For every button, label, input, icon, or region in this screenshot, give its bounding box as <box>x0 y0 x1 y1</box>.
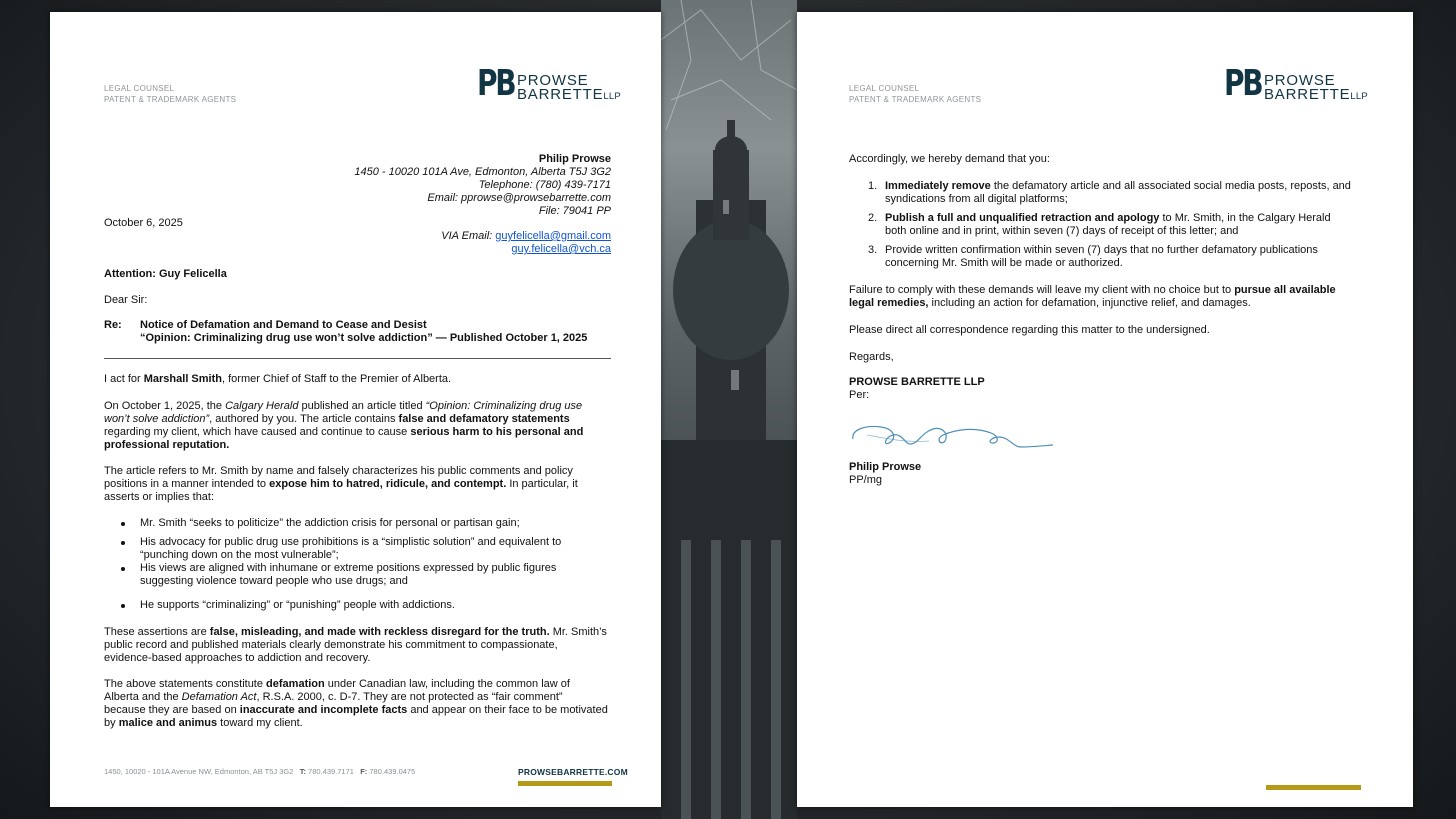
text-run: published an article titled <box>298 400 426 412</box>
logo-line: PROWSE <box>1264 72 1336 89</box>
sender-email: Email: pprowse@prowsebarrette.com <box>427 192 611 204</box>
text-run: Publish a full and unqualified retraction and apology <box>885 212 1160 224</box>
bullet-dot <box>121 604 125 608</box>
firm-logo <box>1224 64 1368 104</box>
logo-monogram: PB <box>477 63 515 104</box>
via-email <box>441 230 611 243</box>
failure-line <box>849 297 1251 310</box>
text-run: “Opinion: Criminalizing drug use <box>425 400 583 412</box>
footer-t-label: T: <box>299 767 306 776</box>
logo-wordmark <box>517 74 621 104</box>
text-run: because they are based on <box>104 704 240 716</box>
logo-line: BARRETTE <box>517 86 604 103</box>
text-run: won’t solve addiction” <box>104 413 210 425</box>
demand-number: 2. <box>868 212 878 224</box>
bullet-dot <box>121 541 125 545</box>
demand-line <box>885 225 1238 238</box>
re-subject-line2: “Opinion: Criminalizing drug use won’t solve addiction” — Published October 1, 2025 <box>140 332 588 344</box>
para-2-line <box>104 413 570 426</box>
para-3-line <box>104 465 573 478</box>
text-run: Defamation Act <box>181 691 257 703</box>
demand-line <box>885 212 1331 225</box>
signature-image <box>849 417 1059 457</box>
logo-line: BARRETTE <box>1264 86 1351 103</box>
text-run: by <box>104 717 119 729</box>
footer-address: 1450, 10020 - 101A Avenue NW, Edmonton, AB T5J 3G2 <box>104 767 294 776</box>
text-run: malice and animus <box>118 717 218 729</box>
bullet-dot <box>121 567 125 571</box>
demand-intro: Accordingly, we hereby demand that you: <box>849 153 1050 165</box>
firm-tagline <box>104 84 236 105</box>
letter-page-1 <box>50 12 661 807</box>
para-5-line <box>104 704 608 717</box>
logo-llp: LLP <box>1350 91 1368 102</box>
text-run: serious harm to his personal and <box>410 426 584 438</box>
demand-line <box>885 244 1318 257</box>
text-run: public record and published materials clearly demonstrate his commitment to compassionate, <box>104 639 558 651</box>
text-run: Provide written confirmation within seven (7) days that no further defamatory publications <box>885 244 1318 256</box>
tagline-line: LEGAL COUNSEL <box>104 84 175 93</box>
para-2-line <box>104 400 582 413</box>
bullet-dot <box>121 522 125 526</box>
demand-line <box>885 180 1351 193</box>
text-run: including an action for defamation, injunctive relief, and damages. <box>928 297 1251 309</box>
text-run: asserts or implies that: <box>104 491 215 503</box>
via-email-2 <box>511 243 611 256</box>
tagline-line: LEGAL COUNSEL <box>849 84 920 93</box>
text-run: inaccurate and incomplete facts <box>239 704 408 716</box>
re-label: Re: <box>104 319 122 331</box>
para-3-line <box>104 478 578 491</box>
text-run: defamation <box>266 678 325 690</box>
text-run: The above statements constitute <box>104 678 267 690</box>
text-run: , R.S.A. 2000, c. D-7. They are not protected as “fair comment” <box>256 691 563 703</box>
email-link-gmail[interactable]: guyfelicella@gmail.com <box>495 230 611 242</box>
text-run: Failure to comply with these demands will leave my client with no choice but to <box>849 284 1235 296</box>
typist-initials: PP/mg <box>849 474 883 486</box>
text-run: , former Chief of Staff to the Premier of Alberta. <box>222 373 452 385</box>
tagline-line: PATENT & TRADEMARK AGENTS <box>849 94 982 104</box>
firm-tagline <box>849 84 981 105</box>
para-5-line <box>104 678 570 691</box>
text-run: Calgary Herald <box>225 400 299 412</box>
text-run: toward my client. <box>217 717 303 729</box>
text-run: positions in a manner intended to <box>104 478 270 490</box>
logo-wordmark <box>1264 74 1368 104</box>
footer-fax: 780.439.0475 <box>369 767 416 776</box>
demand-number: 1. <box>868 180 878 192</box>
sender-telephone: Telephone: (780) 439-7171 <box>478 179 611 191</box>
text-run: false, misleading, and made with reckless disregard for the truth. <box>209 626 550 638</box>
failure-line <box>849 284 1336 297</box>
text-run: both online and in print, within seven (7) days of receipt of this letter; and <box>885 225 1239 237</box>
bullet-item-cont: “punching down on the most vulnerable”; <box>140 549 339 561</box>
text-run: under Canadian law, including the common law of <box>324 678 570 690</box>
attention-line: Attention: Guy Felicella <box>104 268 227 280</box>
email-link-vch[interactable]: guy.felicella@vch.ca <box>511 243 611 255</box>
per-label: Per: <box>849 389 870 401</box>
text-run: to Mr. Smith, in the Calgary Herald <box>1159 212 1331 224</box>
para-4-line <box>104 652 370 665</box>
logo-line: PROWSE <box>517 72 589 89</box>
direct-correspondence: Please direct all correspondence regarding this matter to the undersigned. <box>849 324 1210 336</box>
text-run: expose him to hatred, ridicule, and contempt. <box>269 478 507 490</box>
demand-line <box>885 193 1068 206</box>
re-subject-line1: Notice of Defamation and Demand to Cease and Desist <box>140 319 427 331</box>
via-email-label: VIA Email: <box>441 230 493 242</box>
letter-date: October 6, 2025 <box>104 217 183 229</box>
para-3-line <box>104 491 214 504</box>
demand-number: 3. <box>868 244 878 256</box>
text-run: In particular, it <box>506 478 578 490</box>
para-4-line <box>104 639 558 652</box>
text-run: I act for <box>104 373 144 385</box>
gold-accent-bar <box>1266 785 1361 790</box>
text-run: legal remedies, <box>849 297 929 309</box>
para-2-line <box>104 439 229 452</box>
text-run: These assertions are <box>104 626 210 638</box>
footer-website[interactable]: PROWSEBARRETTE.COM <box>518 767 628 777</box>
bullet-item: His views are aligned with inhumane or extreme positions expressed by public figures <box>140 562 557 574</box>
text-run: , authored by you. The article contains <box>209 413 399 425</box>
text-run: Marshall Smith <box>143 373 222 385</box>
footer-telephone: 780.439.7171 <box>308 767 354 776</box>
para-5-line <box>104 691 563 704</box>
text-run: Alberta and the <box>104 691 182 703</box>
file-number: File: 79041 PP <box>538 205 611 217</box>
sender-address: 1450 - 10020 101A Ave, Edmonton, Alberta T5J 3G2 <box>354 166 611 178</box>
para-5-line <box>104 717 303 730</box>
tagline-line: PATENT & TRADEMARK AGENTS <box>104 94 237 104</box>
footer-contact <box>104 767 415 776</box>
firm-name: PROWSE BARRETTE LLP <box>849 376 985 388</box>
bullet-item-cont: suggesting violence toward people who use drugs; and <box>140 575 408 587</box>
text-run: and appear on their face to be motivated <box>407 704 608 716</box>
text-run: regarding my client, which have caused and continue to cause <box>104 426 411 438</box>
bullet-item: Mr. Smith “seeks to politicize” the addiction crisis for personal or partisan gain; <box>140 517 520 529</box>
bullet-item: His advocacy for public drug use prohibitions is a “simplistic solution” and equivalent to <box>140 536 562 548</box>
background-building-photo <box>661 0 797 819</box>
logo-monogram: PB <box>1224 63 1262 104</box>
salutation: Dear Sir: <box>104 294 148 306</box>
text-run: Mr. Smith’s <box>549 626 607 638</box>
text-run: concerning Mr. Smith will be made or authorized. <box>885 257 1123 269</box>
closing-regards: Regards, <box>849 351 894 363</box>
para-4-line <box>104 626 607 639</box>
letter-page-2 <box>797 12 1413 807</box>
firm-logo <box>477 64 621 104</box>
text-run: evidence-based approaches to addiction and recovery. <box>104 652 371 664</box>
para-1 <box>104 373 451 386</box>
text-run: the defamatory article and all associated social media posts, reposts, and <box>990 180 1351 192</box>
text-run: pursue all available <box>1234 284 1336 296</box>
text-run: professional reputation. <box>104 439 230 451</box>
text-run: Immediately remove <box>885 180 991 192</box>
gold-accent-bar <box>518 781 612 786</box>
footer-f-label: F: <box>360 767 368 776</box>
text-run: The article refers to Mr. Smith by name and falsely characterizes his public comments and policy <box>104 465 573 477</box>
demand-line <box>885 257 1123 270</box>
para-2-line <box>104 426 583 439</box>
bullet-item: He supports “criminalizing” or “punishing” people with addictions. <box>140 599 455 611</box>
divider-rule <box>104 358 611 359</box>
text-run: On October 1, 2025, the <box>104 400 226 412</box>
signer-name: Philip Prowse <box>849 461 922 473</box>
sender-name: Philip Prowse <box>538 153 611 165</box>
text-run: syndications from all digital platforms; <box>885 193 1068 205</box>
logo-llp: LLP <box>603 91 621 102</box>
text-run: false and defamatory statements <box>398 413 570 425</box>
